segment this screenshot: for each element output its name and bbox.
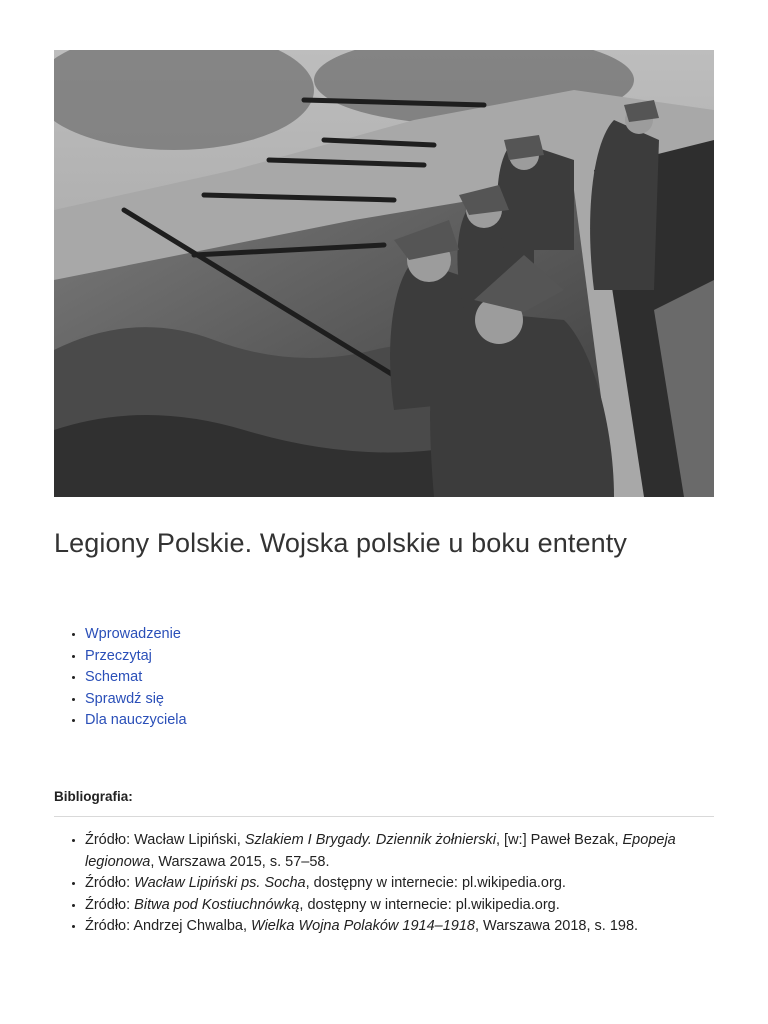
bibliography-item bbox=[85, 873, 714, 895]
ref-title: Wielka Wojna Polaków 1914–1918 bbox=[251, 918, 475, 935]
nav-item bbox=[85, 667, 187, 689]
ref-title: Epopeja legionowa bbox=[85, 832, 676, 870]
ref-title: Szlakiem I Brygady. Dziennik żołnierski bbox=[244, 832, 496, 848]
section-nav bbox=[54, 624, 187, 732]
bibliography-item bbox=[85, 916, 714, 938]
nav-item bbox=[85, 689, 187, 711]
ref-text: Źródło: bbox=[85, 875, 135, 892]
bibliography-item bbox=[85, 830, 714, 873]
page-title: Legiony Polskie. Wojska polskie u boku ententy bbox=[54, 528, 627, 558]
nav-link-sprawdz-sie[interactable]: Sprawdź się bbox=[85, 690, 164, 707]
hero-photo bbox=[54, 50, 714, 497]
nav-link-wprowadzenie[interactable]: Wprowadzenie bbox=[85, 626, 181, 642]
nav-item bbox=[85, 710, 187, 732]
ref-text: Źródło: Wacław Lipiński, bbox=[85, 832, 245, 848]
nav-item bbox=[85, 646, 187, 668]
ref-text: Źródło: Andrzej Chwalba, bbox=[85, 918, 252, 935]
nav-link-przeczytaj[interactable]: Przeczytaj bbox=[85, 647, 152, 664]
nav-link-schemat[interactable]: Schemat bbox=[85, 669, 143, 686]
ref-title: Wacław Lipiński ps. Socha bbox=[134, 875, 306, 892]
nav-link-dla-nauczyciela[interactable]: Dla nauczyciela bbox=[85, 712, 187, 729]
bibliography-list bbox=[54, 830, 714, 938]
nav-item bbox=[85, 624, 187, 646]
ref-text: , Warszawa 2018, s. 198. bbox=[474, 918, 639, 935]
bibliography-item bbox=[85, 895, 714, 917]
bibliography-heading: Bibliografia: bbox=[54, 789, 133, 804]
ref-text: , [w:] Paweł Bezak, bbox=[495, 832, 623, 848]
ref-text: Źródło: bbox=[85, 896, 135, 913]
ref-text: , dostępny w internecie: pl.wikipedia.org. bbox=[299, 896, 560, 913]
ref-text: , Warszawa 2015, s. 57–58. bbox=[150, 853, 330, 870]
ref-text: , dostępny w internecie: pl.wikipedia.org. bbox=[305, 875, 566, 892]
ref-title: Bitwa pod Kostiuchnówką bbox=[134, 896, 300, 913]
trench-soldiers-image bbox=[54, 50, 714, 497]
divider bbox=[54, 816, 714, 817]
